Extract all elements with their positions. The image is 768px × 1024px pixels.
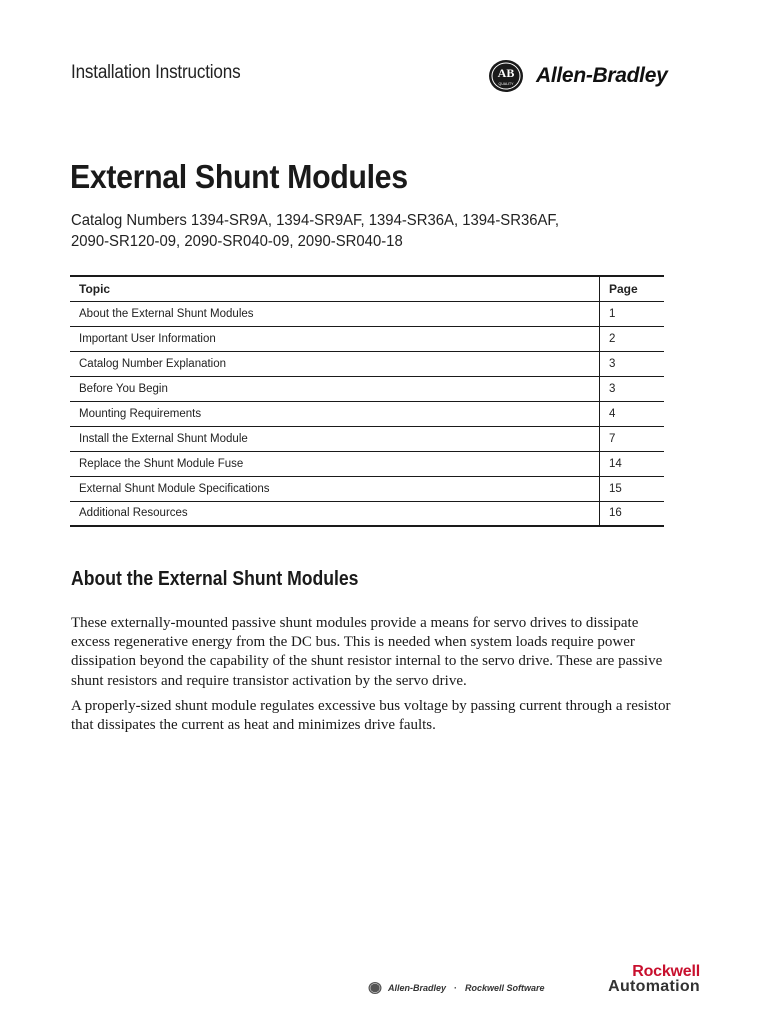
topic-cell[interactable]: Install the External Shunt Module: [70, 426, 600, 451]
svg-text:QUALITY: QUALITY: [498, 82, 514, 86]
topic-table: [70, 275, 664, 527]
page-cell: 1: [600, 301, 665, 326]
topic-cell[interactable]: About the External Shunt Modules: [70, 301, 600, 326]
allen-bradley-logo: [488, 58, 667, 94]
topic-cell[interactable]: Mounting Requirements: [70, 401, 600, 426]
rockwell-logo-line1: Rockwell: [632, 963, 700, 980]
table-row[interactable]: [70, 451, 664, 476]
section-body: [71, 614, 671, 741]
table-header-row: [70, 276, 664, 301]
page-cell: 4: [600, 401, 665, 426]
catalog-numbers: [71, 210, 631, 252]
body-paragraph: A properly-sized shunt module regulates excessive bus voltage by passing current through a resistor that dissipates the current as heat and minimizes drive faults.: [71, 697, 671, 734]
footer-brand-rockwell-software: Rockwell Software: [465, 983, 545, 993]
table-row[interactable]: [70, 326, 664, 351]
svg-text:AB: AB: [497, 66, 515, 80]
page-cell: 3: [600, 376, 665, 401]
table-row[interactable]: [70, 301, 664, 326]
page-cell: 15: [600, 476, 665, 501]
page-title: External Shunt Modules: [70, 158, 408, 195]
topic-column-header: Topic: [70, 276, 600, 301]
page-cell: 7: [600, 426, 665, 451]
footer-separator: ·: [454, 983, 458, 993]
page-cell: 3: [600, 351, 665, 376]
footer-brands: [368, 980, 545, 996]
table-row[interactable]: [70, 476, 664, 501]
page-cell: 14: [600, 451, 665, 476]
topic-cell[interactable]: Important User Information: [70, 326, 600, 351]
ab-seal-mini-icon: [368, 981, 382, 995]
catalog-line: Catalog Numbers 1394-SR9A, 1394-SR9AF, 1394-SR36A, 1394-SR36AF,: [71, 212, 560, 229]
table-row[interactable]: [70, 501, 664, 526]
table-row[interactable]: [70, 351, 664, 376]
page-column-header: Page: [600, 276, 665, 301]
catalog-line: 2090-SR120-09, 2090-SR040-09, 2090-SR040-18: [71, 233, 403, 250]
topic-cell[interactable]: Replace the Shunt Module Fuse: [70, 451, 600, 476]
topic-cell[interactable]: Catalog Number Explanation: [70, 351, 600, 376]
page-cell: 2: [600, 326, 665, 351]
table-row[interactable]: [70, 376, 664, 401]
topic-cell[interactable]: Additional Resources: [70, 501, 600, 526]
footer-brand-allen-bradley: Allen-Bradley: [388, 983, 447, 993]
topic-cell[interactable]: Before You Begin: [70, 376, 600, 401]
topic-cell[interactable]: External Shunt Module Specifications: [70, 476, 600, 501]
table-row[interactable]: [70, 401, 664, 426]
section-heading: About the External Shunt Modules: [71, 568, 359, 590]
page-cell: 16: [600, 501, 665, 526]
brand-name: Allen-Bradley: [536, 64, 668, 87]
ab-quality-seal-icon: [488, 58, 524, 94]
rockwell-automation-logo: [572, 964, 700, 994]
body-paragraph: These externally-mounted passive shunt modules provide a means for servo drives to dissipate excess regenerative energy from the DC bus. This is needed when system loads require power dissipation beyond the capability of the shunt resistor internal to the servo drive. These are passive shunt resistors and require transistor activation by the servo drive.: [71, 615, 663, 689]
document-type-label: Installation Instructions: [71, 62, 241, 83]
table-row[interactable]: [70, 426, 664, 451]
rockwell-logo-line2: Automation: [608, 978, 700, 995]
